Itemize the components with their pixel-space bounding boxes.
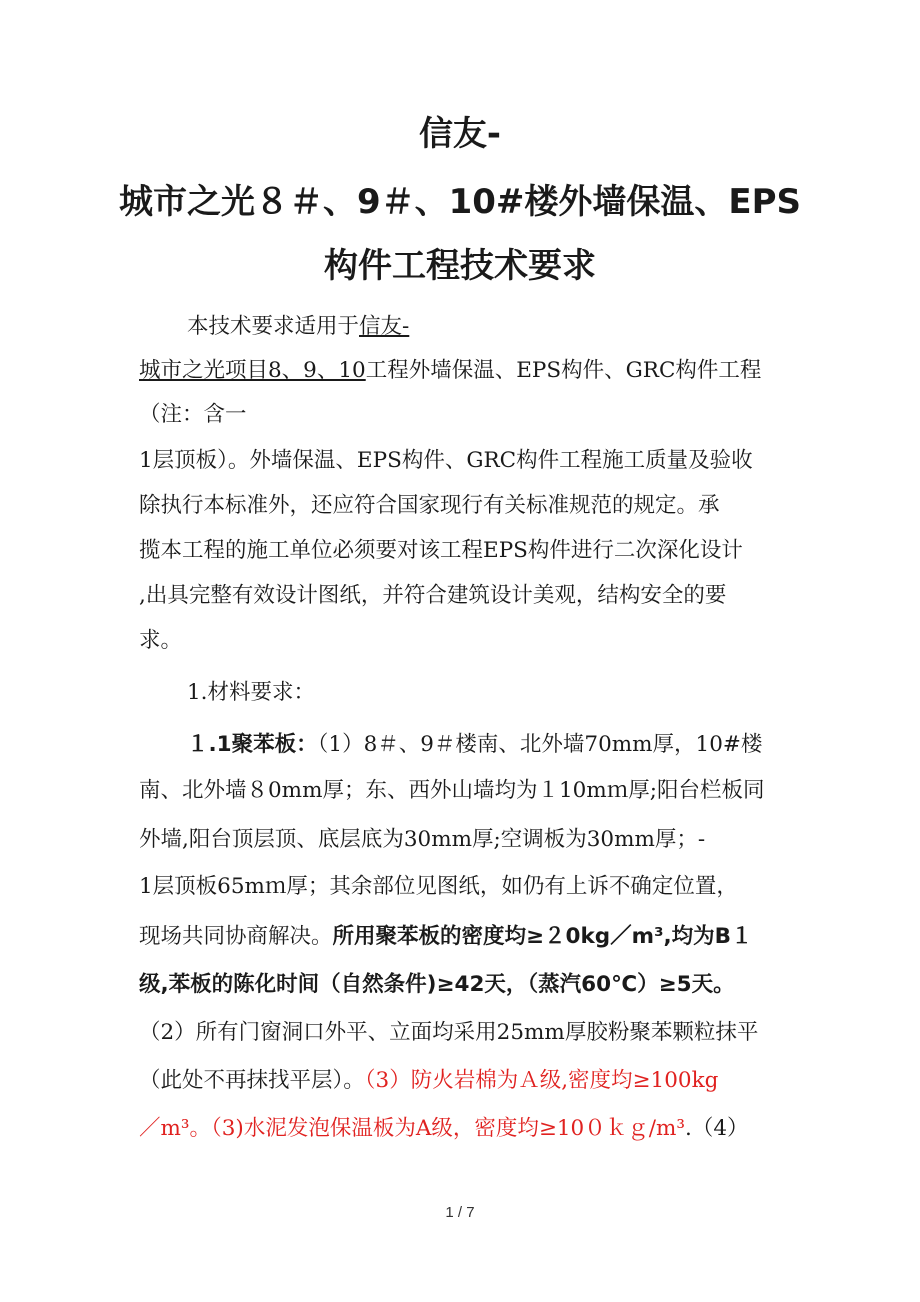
bold-requirement: 所用聚苯板的密度均≥２0kg／m³,均为B１ <box>332 924 753 949</box>
intro-text: 工程外墙保温、EPS构件、GRC构件工程 <box>365 358 762 383</box>
intro-line-7: ,出具完整有效设计图纸，并符合建筑设计美观，结构安全的要 <box>139 583 727 608</box>
intro-line-2 <box>139 356 761 386</box>
intro-line-5: 除执行本标准外，还应符合国家现行有关标准规范的规定。承 <box>139 493 720 518</box>
sub-heading: １.1聚苯板： <box>187 732 318 757</box>
para-line-7: （2）所有门窗洞口外平、立面均采用25mm厚胶粉聚苯颗粒抹平 <box>139 1020 759 1045</box>
para-line-2: 南、北外墙８0mm厚；东、西外山墙均为１10mｍ厚;阳台栏板同 <box>139 778 765 803</box>
para-text: .（4） <box>684 1116 749 1141</box>
para-line-1 <box>187 730 762 760</box>
red-requirement: ／m³。（3)水泥发泡保温板为A级，密度均≥10０ｋｇ/m³ <box>139 1116 685 1141</box>
intro-line-4: 1层顶板）。外墙保温、EPS构件、GRC构件工程施工质量及验收 <box>139 448 753 473</box>
para-line-8 <box>139 1066 718 1096</box>
para-line-3: 外墙,阳台顶层顶、底层底为30mm厚;空调板为30mm厚；- <box>139 827 706 852</box>
para-line-9 <box>139 1114 749 1144</box>
intro-line-3: （注：含一 <box>139 402 247 427</box>
para-line-5 <box>139 922 753 952</box>
para-line-6: 级,苯板的陈化时间（自然条件)≥42天，（蒸汽60℃）≥5天。 <box>139 972 735 997</box>
intro-line-1 <box>187 312 409 342</box>
para-text: 现场共同协商解决。 <box>139 924 333 949</box>
section-heading: 1.材料要求： <box>187 680 316 705</box>
intro-line-8: 求。 <box>139 628 183 653</box>
document-title-line-1: 信友- <box>418 114 502 154</box>
red-requirement: （3）防火岩棉为Ａ级,密度均≥100kg <box>364 1068 719 1093</box>
page-number: 1 / 7 <box>445 1204 475 1221</box>
para-line-4: 1层顶板65mｍ厚；其余部位见图纸，如仍有上诉不确定位置， <box>139 874 738 899</box>
para-text: （1）8＃、9＃楼南、北外墙70mm厚，10#楼 <box>317 732 763 757</box>
para-text: （此处不再抹找平层）。 <box>139 1068 365 1093</box>
document-title-line-2: 城市之光８＃、9＃、10#楼外墙保温、EPS <box>118 182 802 222</box>
project-name-underlined: 信友- <box>359 314 410 339</box>
project-name-underlined: 城市之光项目8、9、10 <box>139 358 366 383</box>
intro-text: 本技术要求适用于 <box>187 314 360 339</box>
document-title-line-3: 构件工程技术要求 <box>324 246 596 286</box>
intro-line-6: 揽本工程的施工单位必须要对该工程EPS构件进行二次深化设计 <box>139 538 743 563</box>
